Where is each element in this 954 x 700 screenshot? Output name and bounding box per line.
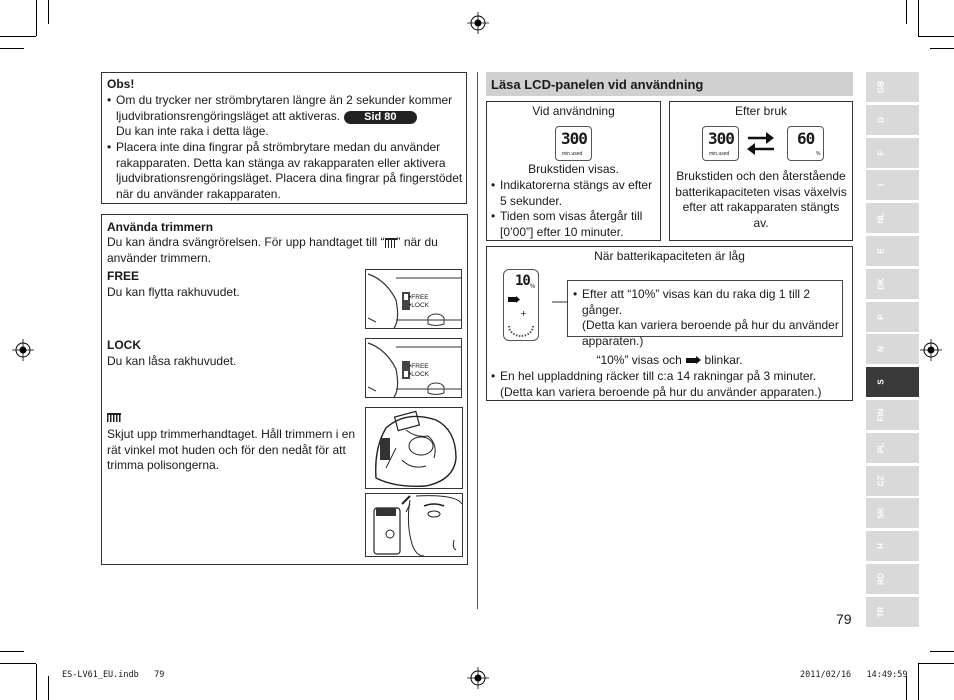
during-use-box bbox=[486, 101, 661, 241]
after-title: Efter bruk bbox=[734, 104, 788, 118]
obs-bullet-2 bbox=[107, 140, 467, 202]
crop-mark bbox=[0, 48, 24, 49]
lcd-value: 60 bbox=[797, 129, 815, 148]
after-text bbox=[670, 169, 852, 231]
registration-mark-icon bbox=[467, 667, 489, 689]
alternate-arrows-icon bbox=[746, 130, 776, 156]
switch-lock-label: LOCK bbox=[411, 371, 429, 378]
low-blink-text: blinkar. bbox=[704, 353, 743, 367]
language-tab-ro[interactable] bbox=[866, 564, 919, 594]
footer-file: ES-LV61_EU.indb 79 bbox=[62, 670, 165, 680]
switch-labels: •FREE •LOCK bbox=[409, 294, 429, 309]
free-title: FREE bbox=[107, 269, 140, 283]
language-tab-f[interactable] bbox=[866, 138, 919, 168]
switch-labels: •FREE •LOCK bbox=[409, 363, 429, 378]
language-tabs bbox=[866, 72, 919, 630]
obs-box bbox=[101, 72, 467, 204]
registration-mark-icon bbox=[12, 339, 34, 361]
lcd-label: min.used bbox=[709, 151, 730, 157]
language-tab-cz[interactable] bbox=[866, 466, 919, 496]
obs-b1-line: Om du trycker ner strömbrytaren längre än 2 sekunder kommer bbox=[116, 93, 453, 107]
language-tab-sk[interactable] bbox=[866, 498, 919, 528]
obs-b1-line: ljudvibrationsrengöringsläget att aktiveras. bbox=[116, 108, 341, 123]
trimmer-icon bbox=[107, 413, 121, 422]
after-use-box bbox=[669, 101, 853, 241]
obs-b1-line: Du kan inte raka i detta läge. bbox=[116, 124, 269, 138]
crop-mark bbox=[918, 36, 954, 37]
during-bullets bbox=[491, 178, 659, 240]
battery-indicator-icon bbox=[506, 292, 536, 338]
crop-mark bbox=[0, 651, 24, 652]
switch-free-label: FREE bbox=[411, 294, 429, 301]
registration-mark-icon bbox=[467, 12, 489, 34]
low-title: När batterikapaciteten är låg bbox=[594, 249, 745, 263]
crop-mark bbox=[918, 0, 919, 36]
language-tab-d[interactable] bbox=[866, 105, 919, 135]
column-divider bbox=[477, 72, 478, 609]
during-b2-line: • Tiden som visas återgår till bbox=[491, 209, 659, 225]
lcd-percent: % bbox=[530, 284, 536, 290]
language-tab-label: TR bbox=[876, 606, 886, 618]
language-tab-label: GB bbox=[876, 81, 886, 93]
language-tab-e[interactable] bbox=[866, 236, 919, 266]
crop-mark bbox=[0, 663, 36, 664]
obs-b2-line: ljudvibrationsrengöringsläget. Placera dina fingrar på fingerstödet bbox=[116, 171, 463, 185]
language-tab-s[interactable] bbox=[866, 367, 919, 397]
language-tab-label: PL bbox=[876, 442, 886, 453]
during-b1-line: • Indikatorerna stängs av efter bbox=[491, 178, 659, 194]
lcd-section-header bbox=[486, 72, 853, 96]
footer-date: 2011/02/16 14:49:59 bbox=[800, 670, 908, 680]
crop-mark bbox=[930, 48, 954, 49]
language-tab-n[interactable] bbox=[866, 334, 919, 364]
obs-bullet-1 bbox=[107, 93, 462, 140]
after-line: Brukstiden och den återstående bbox=[676, 169, 846, 183]
low-b1-line: • En hel uppladdning räcker till c:a 14 rakningar på 3 minuter. bbox=[491, 369, 851, 385]
trim-line: rät vinkel mot huden och för den nedåt för att bbox=[107, 442, 346, 457]
language-tab-label: N bbox=[876, 346, 886, 353]
obs-b2-line: när du använder rakapparaten. bbox=[116, 186, 281, 201]
trim-text bbox=[107, 427, 362, 474]
low-b2-line: (Detta kan variera beroende på hur du använder apparaten.) bbox=[500, 384, 822, 399]
lcd-display-10 bbox=[503, 269, 539, 341]
lcd-percent: % bbox=[816, 151, 821, 157]
svg-text:+: + bbox=[520, 309, 527, 318]
trimmer-intro bbox=[107, 235, 462, 266]
page-ref-badge[interactable]: Sid 80 bbox=[344, 111, 416, 124]
trim-line: trimma polisongerna. bbox=[107, 458, 220, 472]
language-tab-nl[interactable] bbox=[866, 203, 919, 233]
language-tab-label: F bbox=[876, 150, 886, 156]
trimmer-intro-text: ” när du bbox=[396, 235, 438, 249]
during-title: Vid användning bbox=[532, 104, 615, 118]
trimmer-intro-text: Du kan ändra svängrörelsen. För upp handtaget till “ bbox=[107, 235, 385, 249]
language-tab-fin[interactable] bbox=[866, 400, 919, 430]
after-line: efter att rakapparaten stängts bbox=[682, 200, 840, 214]
registration-mark-icon bbox=[920, 339, 942, 361]
language-tab-h[interactable] bbox=[866, 531, 919, 561]
lcd-value: 300 bbox=[561, 129, 587, 148]
face-with-trimmer-icon bbox=[366, 494, 462, 556]
language-tab-pl[interactable] bbox=[866, 433, 919, 463]
low-battery-box bbox=[486, 246, 853, 401]
free-text: Du kan flytta rakhuvudet. bbox=[107, 285, 240, 299]
lcd-label: min.used bbox=[562, 151, 583, 157]
obs-b2-line: rakapparaten. Detta kan stänga av rakapparaten eller aktivera bbox=[116, 155, 446, 170]
crop-mark bbox=[36, 0, 37, 36]
free-switch-illustration bbox=[365, 269, 462, 329]
lock-text: Du kan låsa rakhuvudet. bbox=[107, 354, 237, 368]
page-number: 79 bbox=[836, 611, 852, 627]
low-note-line: • Efter att “10%” visas kan du raka dig 1 till 2 gånger. bbox=[573, 287, 841, 318]
language-tab-label: RO bbox=[876, 572, 886, 585]
language-tab-dk[interactable] bbox=[866, 269, 919, 299]
trimmer-handle-illustration bbox=[365, 407, 463, 489]
lcd-section-title: Läsa LCD-panelen vid användning bbox=[491, 77, 704, 92]
low-note bbox=[573, 287, 841, 349]
low-bullets bbox=[491, 369, 851, 400]
crop-mark bbox=[36, 664, 37, 700]
after-line: batterikapaciteten visas växelvis bbox=[675, 184, 847, 199]
crop-mark bbox=[906, 0, 907, 24]
during-b1-line: 5 sekunder. bbox=[500, 193, 563, 208]
switch-free-label: FREE bbox=[411, 363, 429, 370]
low-blink-text: “10%” visas och bbox=[596, 353, 682, 367]
language-tab-label: NL bbox=[876, 212, 886, 224]
language-tab-p[interactable] bbox=[866, 302, 919, 332]
battery-blink-icon bbox=[686, 358, 696, 363]
crop-mark bbox=[48, 676, 49, 700]
crop-mark bbox=[918, 664, 919, 700]
lcd-value: 300 bbox=[708, 129, 734, 148]
low-blink bbox=[487, 353, 852, 369]
face-trimming-illustration bbox=[365, 493, 463, 557]
language-tab-label: E bbox=[876, 248, 886, 254]
trimmer-intro-text: använder trimmern. bbox=[107, 250, 212, 265]
language-tab-label: CZ bbox=[876, 475, 886, 486]
trim-line: Skjut upp trimmerhandtaget. Håll trimmern i en bbox=[107, 427, 356, 441]
crop-mark bbox=[930, 651, 954, 652]
pointer-line-icon bbox=[552, 297, 568, 307]
language-tab-label: SK bbox=[876, 507, 886, 519]
obs-b2-line: • Placera inte dina fingrar på strömbrytare medan du använder bbox=[107, 140, 467, 156]
lock-title: LOCK bbox=[107, 338, 141, 352]
language-tab-label: FIN bbox=[876, 408, 886, 422]
low-note-line: (Detta kan variera beroende på hur du använder bbox=[582, 318, 839, 332]
lcd-display-300 bbox=[702, 126, 739, 161]
lcd-display-300 bbox=[555, 126, 592, 161]
language-tab-gb[interactable] bbox=[866, 72, 919, 102]
crop-mark bbox=[918, 663, 954, 664]
obs-title: Obs! bbox=[107, 77, 135, 91]
lcd-display-60 bbox=[787, 126, 824, 161]
language-tab-label: H bbox=[876, 543, 886, 550]
language-tab-label: D bbox=[876, 116, 886, 123]
language-tab-tr[interactable] bbox=[866, 597, 919, 627]
language-tab-label: P bbox=[876, 313, 886, 320]
trimmer-title: Använda trimmern bbox=[107, 220, 214, 234]
after-line: av. bbox=[753, 215, 769, 230]
low-note-box bbox=[567, 280, 843, 348]
shaver-trimmer-icon bbox=[366, 408, 462, 488]
crop-mark bbox=[0, 36, 36, 37]
language-tab-label: DK bbox=[876, 278, 886, 290]
lock-switch-illustration bbox=[365, 338, 462, 398]
during-caption: Brukstiden visas. bbox=[528, 162, 619, 176]
language-tab-i[interactable] bbox=[866, 170, 919, 200]
during-b2-line: [0’00”] efter 10 minuter. bbox=[500, 224, 624, 239]
switch-lock-label: LOCK bbox=[411, 302, 429, 309]
language-tab-label: S bbox=[876, 379, 886, 385]
lcd-value: 10 bbox=[515, 273, 530, 289]
language-tab-label: I bbox=[876, 184, 886, 187]
low-note-line: apparaten.) bbox=[582, 333, 644, 348]
trimmer-icon bbox=[385, 238, 397, 248]
crop-mark bbox=[48, 0, 49, 24]
